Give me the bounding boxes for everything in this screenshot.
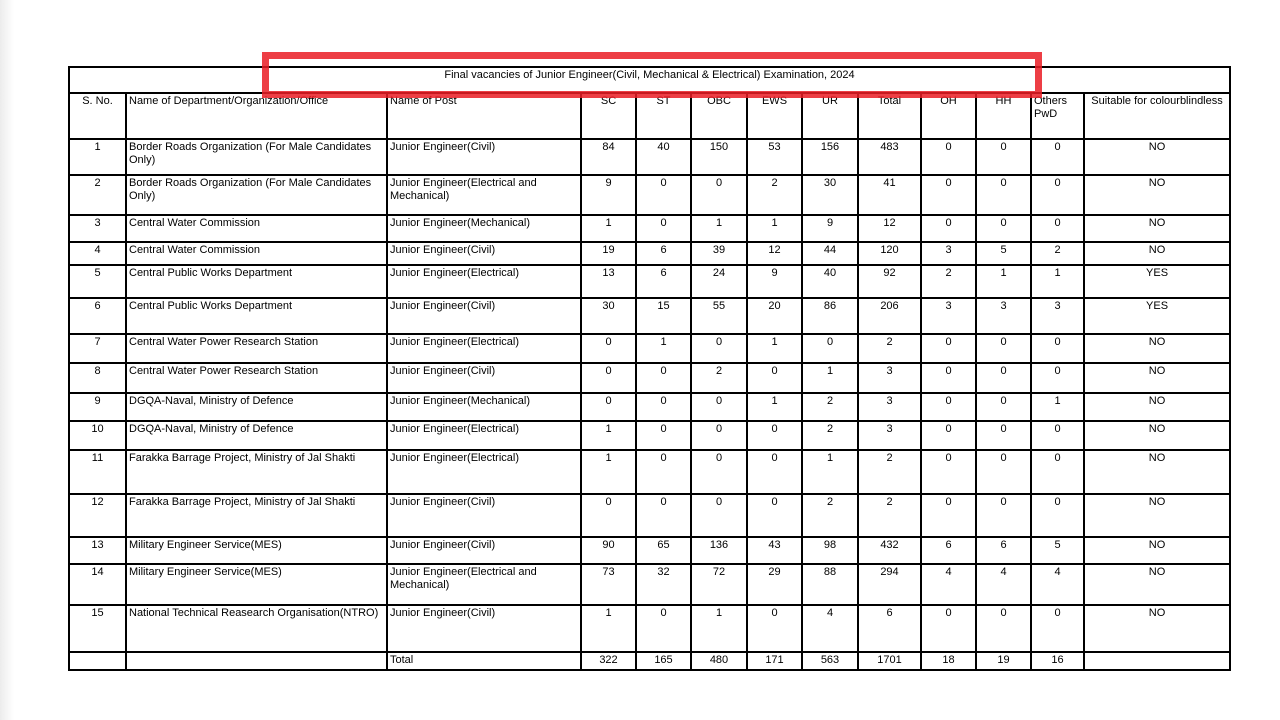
cell-post: Junior Engineer(Electrical) [387,265,581,298]
cell-sc: 1 [581,215,636,242]
cell-obc: 0 [691,175,747,215]
cell-department: Border Roads Organization (For Male Candidates Only) [126,175,387,215]
cell-sc: 322 [581,652,636,670]
column-header-total: Total [858,93,921,139]
cell-post: Junior Engineer(Civil) [387,139,581,175]
cell-colourblind: NO [1084,393,1230,421]
cell-sno: 15 [69,605,126,652]
cell-sc: 0 [581,363,636,393]
cell-st: 6 [636,265,691,298]
cell-st: 0 [636,494,691,537]
cell-post: Junior Engineer(Electrical) [387,334,581,363]
cell-total: 6 [858,605,921,652]
table-row [69,139,1230,175]
cell-ur: 44 [802,242,858,265]
cell-hh: 4 [976,564,1031,605]
cell-colourblind: NO [1084,175,1230,215]
cell-sno: 12 [69,494,126,537]
cell-ews: 0 [747,421,802,450]
cell-oh: 0 [921,421,976,450]
column-header-oh: OH [921,93,976,139]
cell-st: 15 [636,298,691,334]
cell-hh: 0 [976,605,1031,652]
column-header-obc: OBC [691,93,747,139]
cell-sc: 0 [581,494,636,537]
cell-total: 2 [858,494,921,537]
cell-post: Junior Engineer(Civil) [387,605,581,652]
cell-sc: 84 [581,139,636,175]
cell-ur: 563 [802,652,858,670]
table-title: Final vacancies of Junior Engineer(Civil, Mechanical & Electrical) Examination, 2024 [69,67,1230,93]
cell-oh: 0 [921,393,976,421]
cell-oh: 0 [921,175,976,215]
cell-others-pwd: 0 [1031,494,1084,537]
cell-post: Total [387,652,581,670]
cell-hh: 0 [976,363,1031,393]
cell-colourblind: NO [1084,450,1230,494]
cell-department: Farakka Barrage Project, Ministry of Jal Shakti [126,494,387,537]
cell-st: 65 [636,537,691,564]
cell-sc: 13 [581,265,636,298]
cell-hh: 1 [976,265,1031,298]
column-header-others-pwd: Others PwD [1031,93,1084,139]
cell-oh: 0 [921,215,976,242]
title-row [69,67,1230,93]
cell-oh: 0 [921,605,976,652]
cell-department: DGQA-Naval, Ministry of Defence [126,421,387,450]
cell-department: Border Roads Organization (For Male Candidates Only) [126,139,387,175]
cell-obc: 136 [691,537,747,564]
cell-post: Junior Engineer(Electrical and Mechanical) [387,175,581,215]
cell-department: Central Water Power Research Station [126,334,387,363]
cell-st: 40 [636,139,691,175]
cell-post: Junior Engineer(Mechanical) [387,215,581,242]
column-header-sno: S. No. [69,93,126,139]
cell-post: Junior Engineer(Civil) [387,494,581,537]
cell-sno: 2 [69,175,126,215]
cell-st: 0 [636,421,691,450]
cell-others-pwd: 0 [1031,139,1084,175]
cell-st: 0 [636,215,691,242]
cell-ur: 1 [802,363,858,393]
cell-oh: 3 [921,298,976,334]
cell-colourblind: NO [1084,537,1230,564]
cell-ur: 98 [802,537,858,564]
table-row [69,175,1230,215]
cell-others-pwd: 4 [1031,564,1084,605]
table-row [69,421,1230,450]
cell-ews: 0 [747,450,802,494]
cell-department: Central Public Works Department [126,265,387,298]
cell-sno: 10 [69,421,126,450]
column-header-st: ST [636,93,691,139]
cell-ews: 0 [747,363,802,393]
cell-colourblind: NO [1084,139,1230,175]
cell-oh: 4 [921,564,976,605]
cell-sc: 1 [581,421,636,450]
cell-others-pwd: 0 [1031,334,1084,363]
cell-st: 0 [636,450,691,494]
cell-total: 2 [858,450,921,494]
cell-obc: 0 [691,393,747,421]
cell-obc: 0 [691,450,747,494]
cell-sno: 3 [69,215,126,242]
cell-ews: 171 [747,652,802,670]
cell-total: 2 [858,334,921,363]
cell-hh: 0 [976,393,1031,421]
table-row [69,494,1230,537]
cell-hh: 0 [976,215,1031,242]
cell-department: Military Engineer Service(MES) [126,537,387,564]
cell-total: 120 [858,242,921,265]
column-header-post: Name of Post [387,93,581,139]
cell-ur: 40 [802,265,858,298]
column-header-colourblind: Suitable for colourblindless [1084,93,1230,139]
table-row [69,393,1230,421]
cell-hh: 0 [976,450,1031,494]
cell-hh: 0 [976,175,1031,215]
cell-hh: 5 [976,242,1031,265]
cell-colourblind [1084,652,1230,670]
table-row [69,605,1230,652]
column-header-hh: HH [976,93,1031,139]
cell-sno: 1 [69,139,126,175]
cell-department: Central Water Commission [126,215,387,242]
cell-st: 0 [636,605,691,652]
cell-oh: 0 [921,334,976,363]
cell-post: Junior Engineer(Electrical) [387,421,581,450]
cell-post: Junior Engineer(Electrical and Mechanical) [387,564,581,605]
cell-obc: 1 [691,215,747,242]
vacancies-table [68,66,1231,671]
cell-obc: 39 [691,242,747,265]
cell-total: 206 [858,298,921,334]
cell-total: 1701 [858,652,921,670]
cell-post: Junior Engineer(Civil) [387,363,581,393]
cell-obc: 24 [691,265,747,298]
cell-ews: 53 [747,139,802,175]
cell-department: Central Public Works Department [126,298,387,334]
cell-total: 12 [858,215,921,242]
column-header-ews: EWS [747,93,802,139]
cell-ews: 12 [747,242,802,265]
cell-department: Central Water Commission [126,242,387,265]
cell-oh: 6 [921,537,976,564]
cell-hh: 0 [976,421,1031,450]
page-edge-shading [0,0,14,720]
cell-obc: 150 [691,139,747,175]
cell-colourblind: NO [1084,605,1230,652]
cell-others-pwd: 0 [1031,450,1084,494]
cell-sno: 4 [69,242,126,265]
table-row [69,564,1230,605]
cell-total: 92 [858,265,921,298]
cell-sno: 14 [69,564,126,605]
cell-sno [69,652,126,670]
cell-others-pwd: 0 [1031,605,1084,652]
cell-ews: 0 [747,494,802,537]
cell-sno: 9 [69,393,126,421]
cell-ews: 1 [747,215,802,242]
cell-colourblind: NO [1084,242,1230,265]
cell-sno: 7 [69,334,126,363]
cell-total: 432 [858,537,921,564]
cell-oh: 18 [921,652,976,670]
table-row [69,537,1230,564]
cell-post: Junior Engineer(Civil) [387,537,581,564]
cell-ur: 4 [802,605,858,652]
cell-sc: 73 [581,564,636,605]
cell-colourblind: NO [1084,421,1230,450]
cell-others-pwd: 0 [1031,215,1084,242]
cell-total: 3 [858,363,921,393]
cell-oh: 0 [921,450,976,494]
cell-total: 41 [858,175,921,215]
cell-sno: 8 [69,363,126,393]
cell-hh: 0 [976,334,1031,363]
column-header-ur: UR [802,93,858,139]
cell-obc: 480 [691,652,747,670]
cell-colourblind: YES [1084,298,1230,334]
cell-hh: 6 [976,537,1031,564]
cell-oh: 2 [921,265,976,298]
cell-sc: 30 [581,298,636,334]
cell-obc: 2 [691,363,747,393]
cell-sc: 9 [581,175,636,215]
cell-department: DGQA-Naval, Ministry of Defence [126,393,387,421]
cell-oh: 3 [921,242,976,265]
cell-hh: 19 [976,652,1031,670]
cell-sno: 6 [69,298,126,334]
cell-colourblind: NO [1084,215,1230,242]
cell-st: 0 [636,175,691,215]
cell-obc: 1 [691,605,747,652]
cell-others-pwd: 5 [1031,537,1084,564]
cell-hh: 3 [976,298,1031,334]
cell-ews: 20 [747,298,802,334]
cell-obc: 0 [691,421,747,450]
table-row [69,265,1230,298]
table-row [69,450,1230,494]
cell-st: 6 [636,242,691,265]
cell-total: 483 [858,139,921,175]
cell-sc: 0 [581,393,636,421]
cell-colourblind: YES [1084,265,1230,298]
cell-ur: 30 [802,175,858,215]
cell-hh: 0 [976,139,1031,175]
cell-hh: 0 [976,494,1031,537]
cell-ur: 2 [802,393,858,421]
cell-post: Junior Engineer(Mechanical) [387,393,581,421]
cell-sc: 1 [581,450,636,494]
cell-department [126,652,387,670]
cell-ur: 2 [802,494,858,537]
cell-department: Military Engineer Service(MES) [126,564,387,605]
cell-ews: 0 [747,605,802,652]
cell-total: 3 [858,421,921,450]
cell-ur: 0 [802,334,858,363]
cell-ews: 1 [747,393,802,421]
total-row [69,652,1230,670]
cell-oh: 0 [921,494,976,537]
cell-colourblind: NO [1084,564,1230,605]
cell-ews: 9 [747,265,802,298]
cell-st: 0 [636,363,691,393]
cell-obc: 72 [691,564,747,605]
cell-others-pwd: 1 [1031,265,1084,298]
cell-st: 0 [636,393,691,421]
cell-others-pwd: 0 [1031,363,1084,393]
cell-ews: 29 [747,564,802,605]
cell-colourblind: NO [1084,334,1230,363]
cell-ur: 9 [802,215,858,242]
cell-oh: 0 [921,139,976,175]
cell-ur: 1 [802,450,858,494]
cell-sno: 13 [69,537,126,564]
header-row [69,93,1230,139]
cell-sc: 1 [581,605,636,652]
cell-colourblind: NO [1084,363,1230,393]
cell-st: 165 [636,652,691,670]
table-row [69,215,1230,242]
cell-obc: 0 [691,334,747,363]
cell-others-pwd: 0 [1031,421,1084,450]
cell-post: Junior Engineer(Civil) [387,298,581,334]
cell-others-pwd: 1 [1031,393,1084,421]
cell-sc: 19 [581,242,636,265]
cell-ur: 86 [802,298,858,334]
cell-total: 3 [858,393,921,421]
table-row [69,363,1230,393]
cell-st: 1 [636,334,691,363]
column-header-sc: SC [581,93,636,139]
cell-st: 32 [636,564,691,605]
cell-ews: 1 [747,334,802,363]
cell-department: National Technical Reasearch Organisation(NTRO) [126,605,387,652]
column-header-department: Name of Department/Organization/Office [126,93,387,139]
table-row [69,334,1230,363]
cell-ur: 156 [802,139,858,175]
cell-ews: 43 [747,537,802,564]
cell-obc: 0 [691,494,747,537]
cell-others-pwd: 2 [1031,242,1084,265]
cell-sno: 11 [69,450,126,494]
cell-sc: 90 [581,537,636,564]
cell-total: 294 [858,564,921,605]
cell-colourblind: NO [1084,494,1230,537]
cell-post: Junior Engineer(Civil) [387,242,581,265]
cell-obc: 55 [691,298,747,334]
cell-ur: 2 [802,421,858,450]
table-row [69,298,1230,334]
cell-ews: 2 [747,175,802,215]
cell-department: Farakka Barrage Project, Ministry of Jal Shakti [126,450,387,494]
cell-others-pwd: 3 [1031,298,1084,334]
cell-sno: 5 [69,265,126,298]
cell-post: Junior Engineer(Electrical) [387,450,581,494]
cell-others-pwd: 16 [1031,652,1084,670]
cell-ur: 88 [802,564,858,605]
cell-oh: 0 [921,363,976,393]
cell-department: Central Water Power Research Station [126,363,387,393]
table-row [69,242,1230,265]
cell-others-pwd: 0 [1031,175,1084,215]
cell-sc: 0 [581,334,636,363]
